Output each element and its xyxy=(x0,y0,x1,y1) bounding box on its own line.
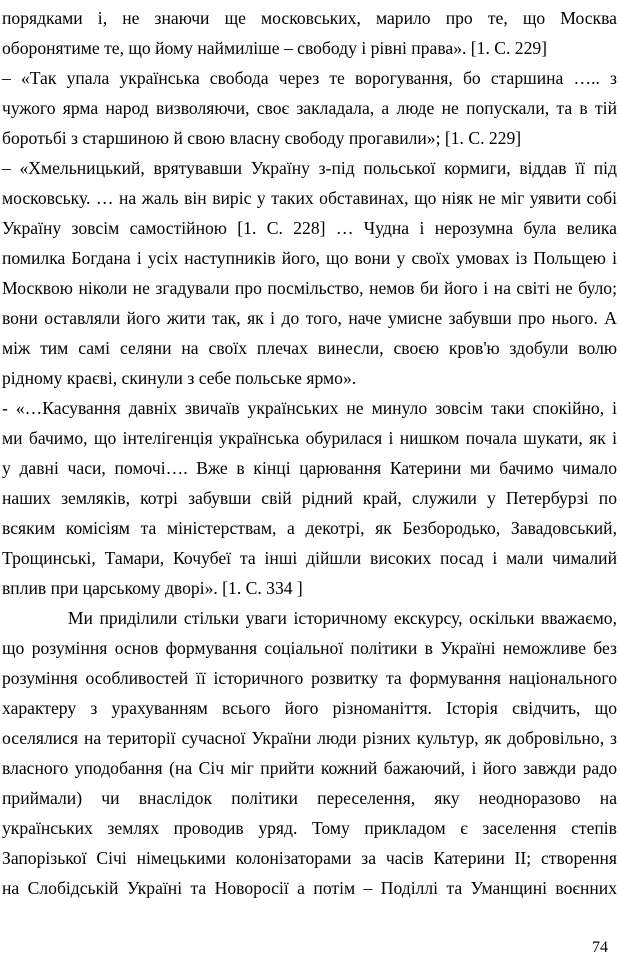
text-line: вплив при царському дворі». [1. С. 334 ] xyxy=(2,578,303,598)
text-line: порядками і, не знаючи ще московських, марило про те, що Москва xyxy=(2,8,617,28)
text-line: – «Так упала українська свобода через те ворогування, бо старшина ….. з xyxy=(2,68,617,88)
text-line: між тим самі селяни на своїх плечах винесли, своєю кров'ю здобули волю xyxy=(2,338,617,358)
text-line: Трощинські, Тамари, Кочубеї та інші дійшли високих посад і мали чималий xyxy=(2,548,617,568)
text-line: московську. … на жаль він виріс у таких обставинах, що ніяк не міг уявити собі xyxy=(2,188,617,208)
text-line: боротьбі з старшиною й свою власну свободу прогавили»; [1. С. 229] xyxy=(2,128,522,148)
text-line: приймали) чи внаслідок політики переселення, яку неодноразово на xyxy=(2,788,617,808)
text-line: оборонятиме те, що йому наймиліше – свободу і рівні права». [1. С. 229] xyxy=(2,38,548,58)
text-line: на Слобідській Україні та Новоросії а потім – Поділлі та Уманщині воєнних xyxy=(2,878,617,898)
page-number: 74 xyxy=(592,939,608,956)
text-line: наших земляків, котрі забувши свій рідний край, служили у Петербурзі по xyxy=(2,488,617,508)
text-line: Запорізької Січі німецькими колонізаторами за часів Катерини ІІ; створення xyxy=(2,848,617,868)
text-line: що розуміння основ формування соціальної політики в Україні неможливе без xyxy=(2,638,617,658)
text-line: розуміння особливостей її історичного розвитку та формування національного xyxy=(2,668,617,688)
text-line: Україну зовсім самостійною [1. С. 228] … Чудна і нерозумна була велика xyxy=(2,218,617,238)
text-line: у давні часи, помочі…. Вже в кінці царювання Катерини ми бачимо чимало xyxy=(2,458,617,478)
text-line: помилка Богдана і усіх наступників його, що вони у своїх умовах із Польщею і xyxy=(2,248,617,268)
text-line: характеру з урахуванням всього його різноманіття. Історія свідчить, що xyxy=(2,698,617,718)
text-line: оселялися на території сучасної України люди різних культур, як добровільно, з xyxy=(2,728,617,748)
text-line: Ми приділили стільки уваги історичному екскурсу, оскільки вважаємо, xyxy=(2,608,617,628)
text-line: ми бачимо, що інтелігенція українська обурилася і нишком почала шукати, як і xyxy=(2,428,617,448)
text-line: чужого ярма народ визволяючи, своє закладала, а люде не попускали, та в тій xyxy=(2,98,617,118)
text-line: – «Хмельницький, врятувавши Україну з-під польської кормиги, віддав її під xyxy=(2,158,617,178)
text-line: Москвою ніколи не згадували про посмільство, немов би його і на світі не було; xyxy=(2,278,617,298)
text-line: українських землях проводив уряд. Тому прикладом є заселення степів xyxy=(2,818,617,838)
text-line: рідному краєві, скинули з себе польське ярмо». xyxy=(2,368,357,388)
text-line: власного уподобання (на Січ міг прийти кожний бажаючий, і його завжди радо xyxy=(2,758,617,778)
text-line: всяким комісіям та міністерствам, а декотрі, як Безбородько, Завадовський, xyxy=(2,518,617,538)
text-line: - «…Касування давніх звичаїв українських не минуло зовсім таки спокійно, і xyxy=(2,398,617,418)
text-line: вони оставляли його жити так, як і до того, наче умисне забувши про нього. А xyxy=(2,308,617,328)
